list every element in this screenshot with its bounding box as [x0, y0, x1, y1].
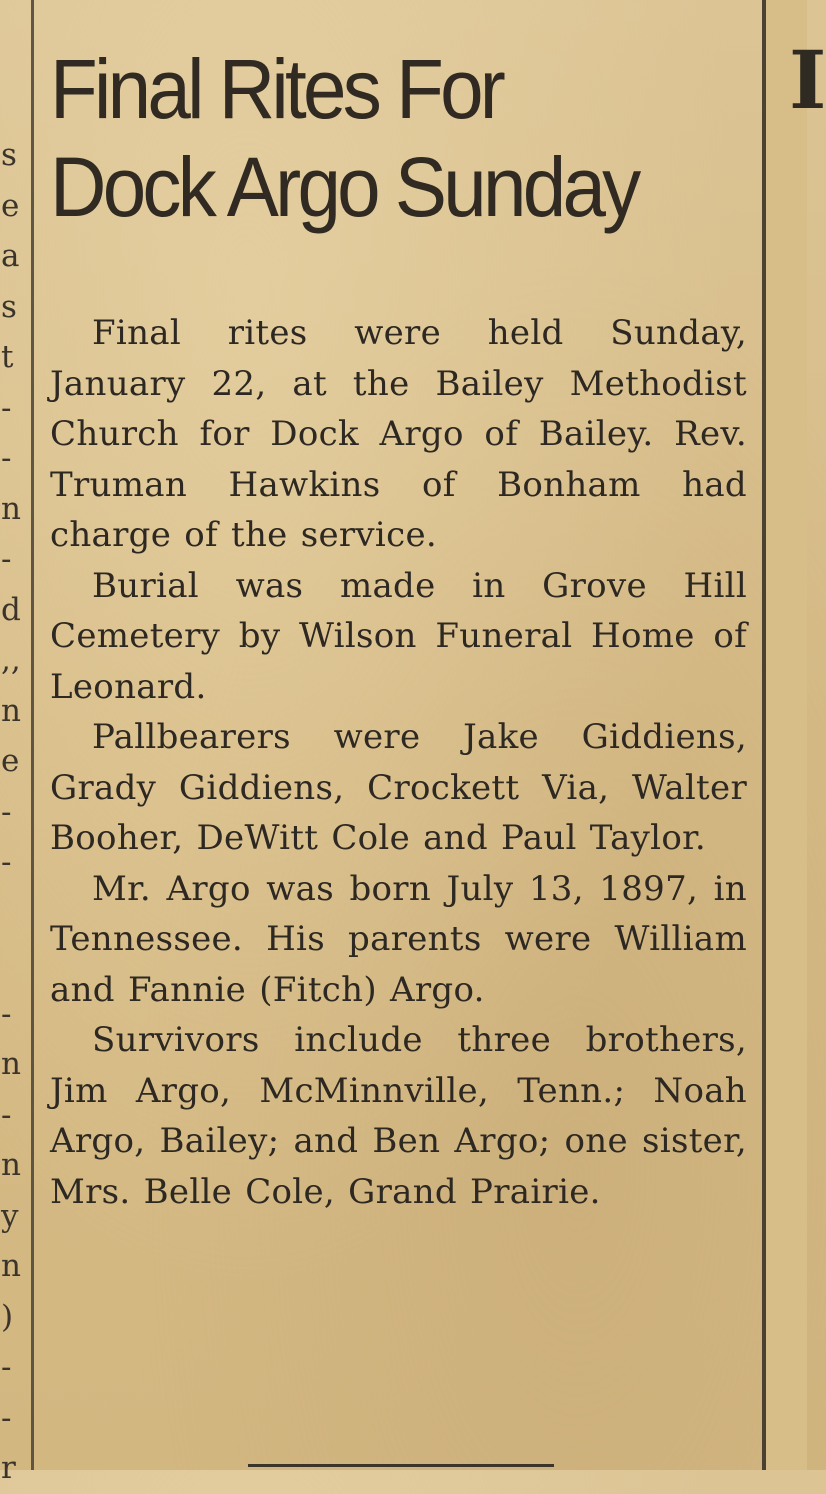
fragment-line: n: [1, 490, 21, 527]
headline-line-2: Dock Argo Sunday: [50, 140, 638, 234]
column-rule-left: [31, 0, 34, 1470]
fragment-line: -: [1, 389, 12, 426]
adjacent-column-fragments: [0, 130, 24, 1494]
fragment-line: n: [1, 1147, 21, 1183]
fragment-line: s: [1, 288, 17, 325]
article-body: [50, 308, 747, 1217]
fragment-line: -: [1, 995, 12, 1032]
fragment-line: a: [1, 238, 20, 274]
adjacent-headline-fragment: I: [789, 33, 826, 127]
fragment-line: d: [1, 591, 21, 628]
obituary-article: [50, 40, 750, 1212]
article-end-rule: [248, 1464, 554, 1467]
fragment-line: y: [1, 1197, 19, 1234]
fragment-line: -: [1, 1096, 12, 1133]
fragment-line: -: [1, 793, 12, 830]
fragment-line: -: [1, 1349, 12, 1385]
fragment-line: t: [1, 339, 14, 375]
fragment-line: e: [1, 743, 20, 779]
fragment-line: -: [1, 844, 12, 880]
fragment-line: n: [1, 692, 21, 729]
fragment-line: s: [1, 137, 17, 173]
paragraph-birth: Mr. Argo was born July 13, 1897, in Tennessee. His parents were William and Fannie (Fitch) Argo.: [50, 868, 747, 1010]
fragment-line: [0, 938, 24, 989]
fragment-line: e: [1, 187, 20, 224]
paragraph-survivors: Survivors include three brothers, Jim Argo, McMinnville, Tenn.; Noah Argo, Bailey; and Ben Argo; one sister, Mrs. Belle Cole, Grand Prairie.: [50, 1020, 747, 1212]
fragment-line: n: [1, 1248, 21, 1284]
paragraph-services: Final rites were held Sunday, January 22, at the Bailey Methodist Church for Dock Argo of Bailey. Rev. Truman Hawkins of Bonham had charge of the service.: [50, 313, 747, 555]
fragment-line: -: [1, 541, 12, 577]
paragraph-burial: Burial was made in Grove Hill Cemetery by Wilson Funeral Home of Leonard.: [50, 565, 747, 707]
fragment-line: n: [1, 1046, 21, 1082]
fragment-line: ): [1, 1298, 14, 1335]
fragment-line: ,,: [1, 642, 21, 678]
headline-line-1: Final Rites For: [50, 42, 503, 136]
paragraph-pallbearers: Pallbearers were Jake Giddiens, Grady Giddiens, Crockett Via, Walter Booher, DeWitt Cole and Paul Taylor.: [50, 717, 747, 858]
fragment-line: -: [1, 1399, 12, 1436]
adjacent-column-right: [766, 0, 826, 1470]
fragment-line: -: [1, 440, 12, 476]
fragment-line: [0, 888, 24, 939]
headline: [50, 40, 757, 236]
fragment-line: r: [1, 1450, 16, 1486]
